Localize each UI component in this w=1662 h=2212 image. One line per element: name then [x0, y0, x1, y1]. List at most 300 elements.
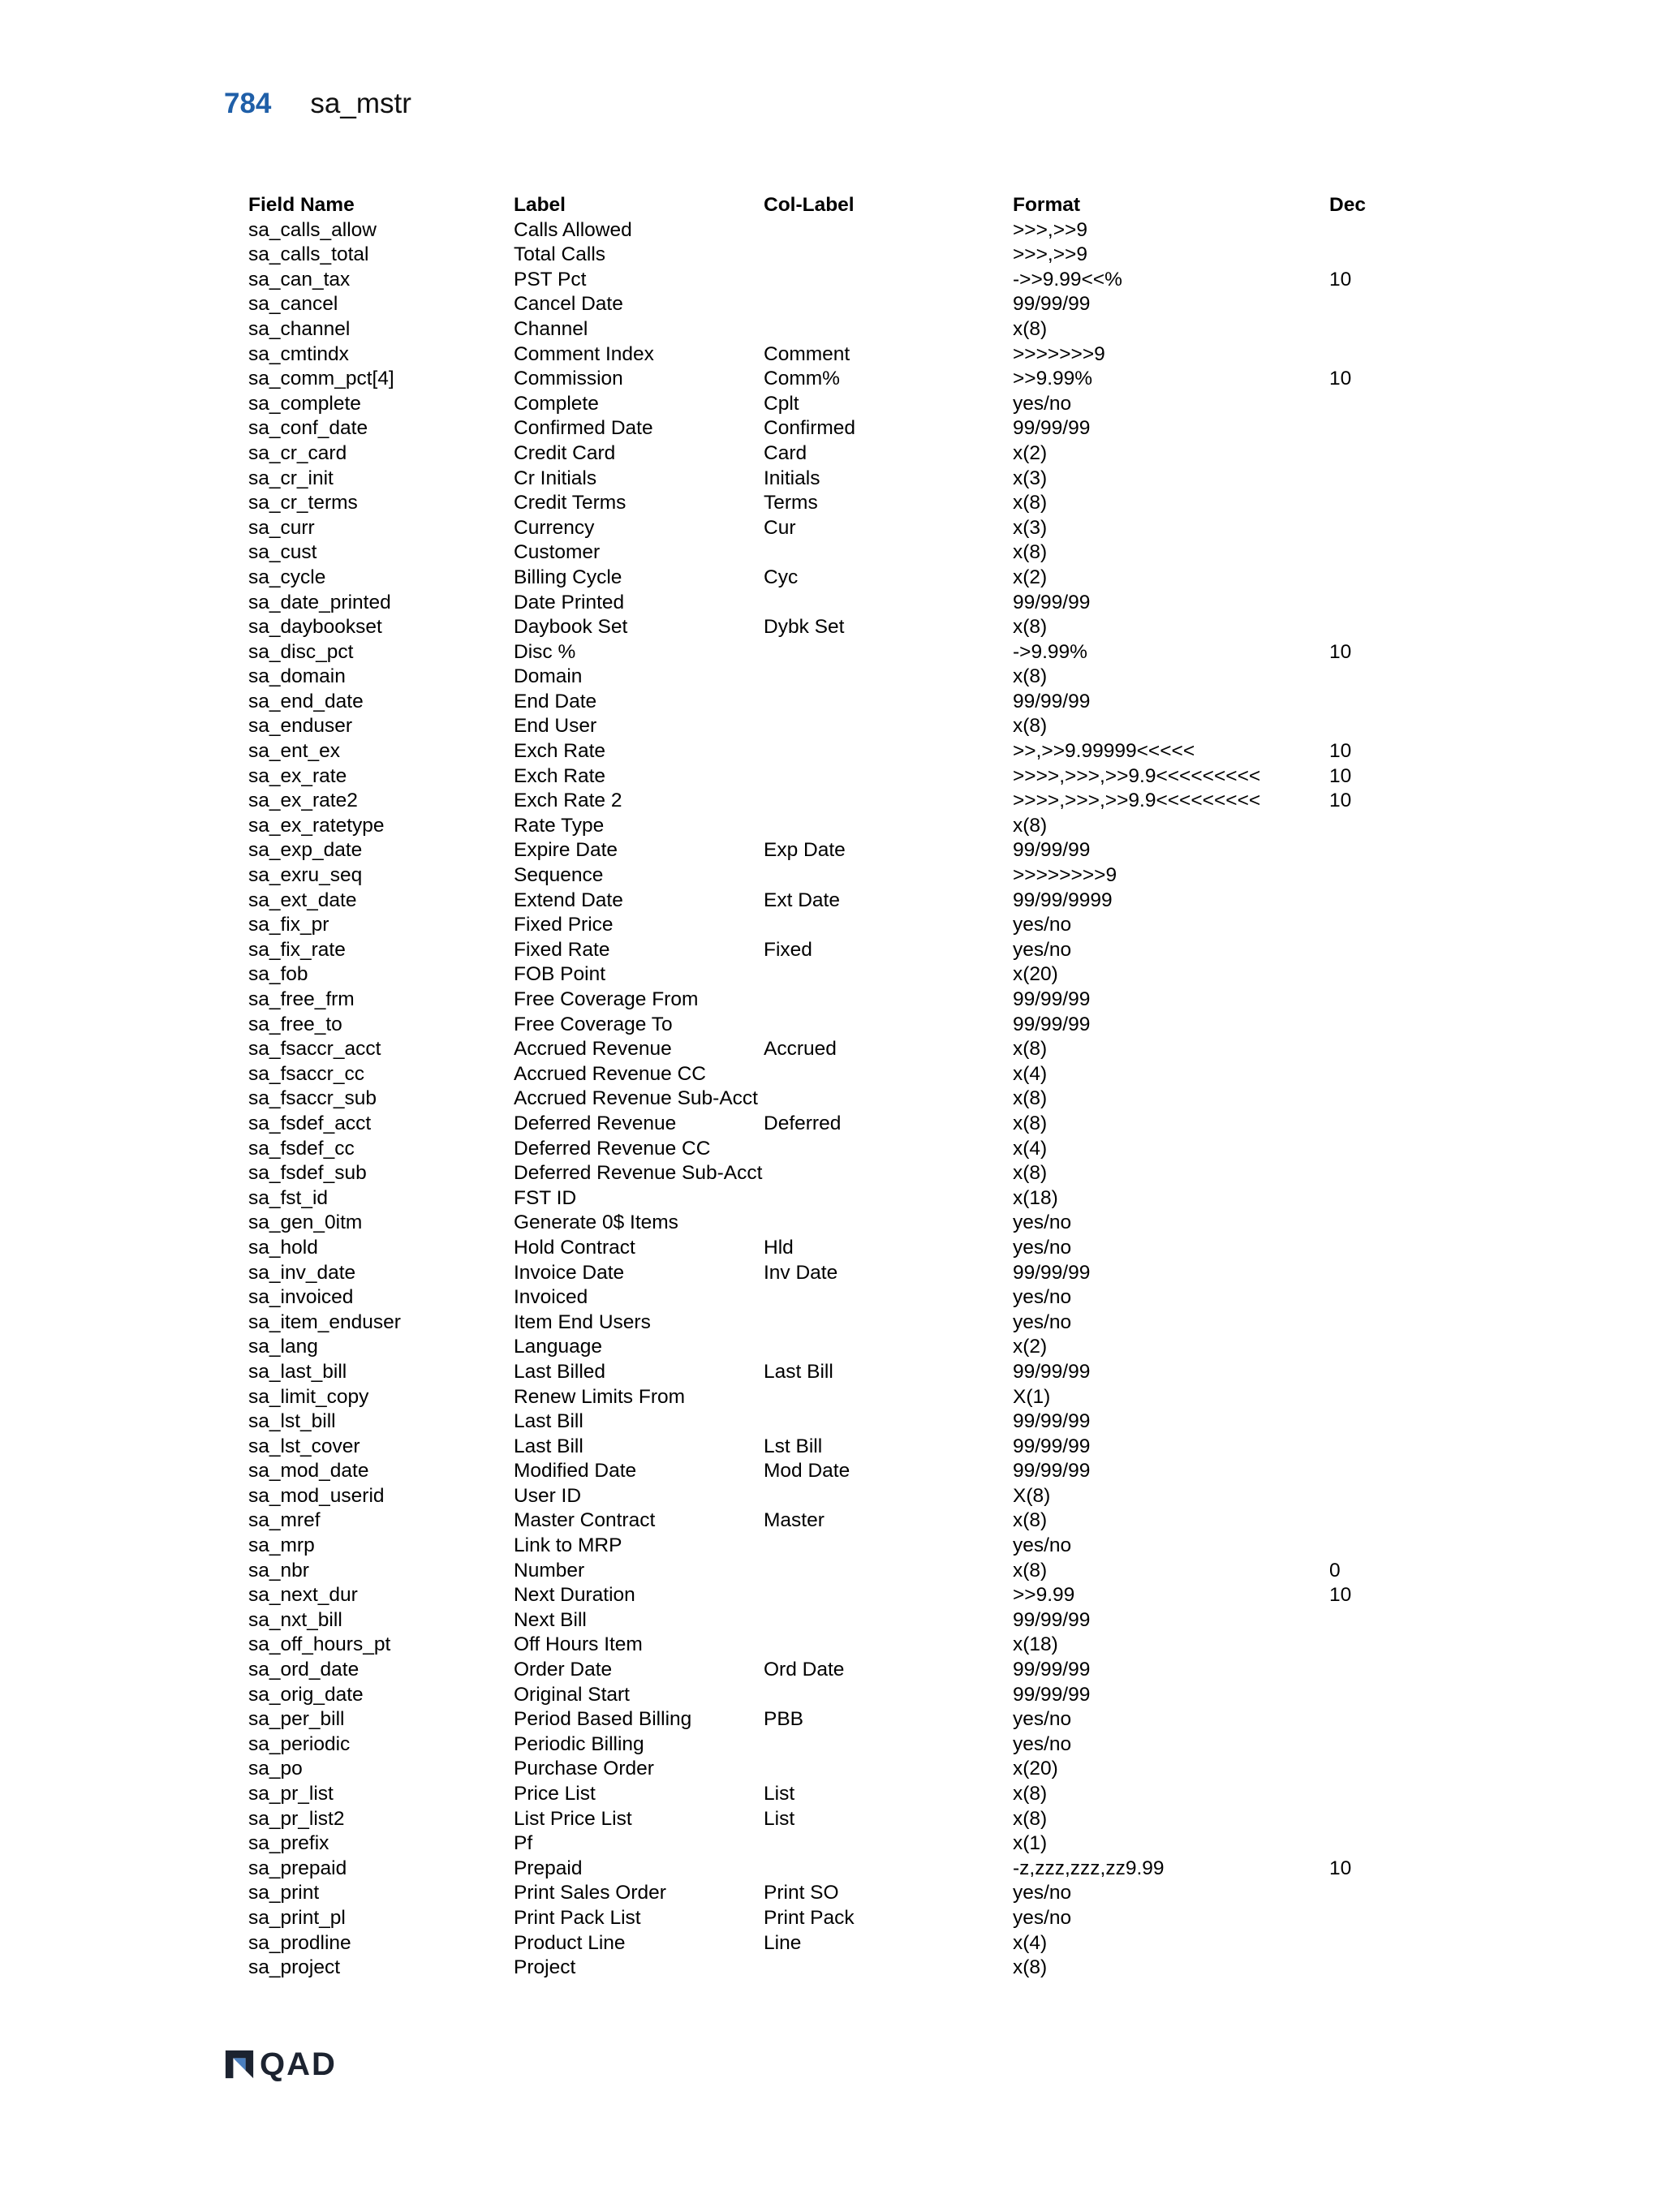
cell-label: Exch Rate — [514, 740, 606, 763]
cell-dec — [1329, 1409, 1410, 1435]
cell-label: Master Contract — [514, 1509, 656, 1532]
cell-format: >>>,>>9 — [1013, 218, 1087, 241]
cell-col-label: Confirmed — [764, 417, 856, 440]
cell-format: 99/99/99 — [1013, 1360, 1091, 1383]
table-row — [248, 1534, 1410, 1559]
cell-format: x(8) — [1013, 814, 1048, 837]
footer-logo — [224, 2046, 337, 2082]
cell-label: Exch Rate 2 — [514, 790, 622, 812]
cell-field-name: sa_ord_date — [248, 1659, 360, 1681]
table-row — [248, 342, 1410, 368]
cell-col-label — [764, 665, 1013, 690]
cell-label: User ID — [514, 1484, 582, 1507]
cell-format: yes/no — [1013, 392, 1072, 415]
cell-format: yes/no — [1013, 1534, 1072, 1557]
cell-dec — [1329, 1508, 1410, 1534]
table-header — [248, 193, 1410, 218]
cell-col-label: Accrued — [764, 1038, 837, 1061]
cell-label: List Price List — [514, 1807, 632, 1830]
table-row — [248, 1087, 1410, 1112]
cell-format: x(20) — [1013, 963, 1058, 986]
cell-dec — [1329, 938, 1410, 963]
column-header-field-name: Field Name — [248, 194, 355, 216]
table-row — [248, 1559, 1410, 1584]
cell-format: x(1) — [1013, 1832, 1048, 1855]
cell-format: yes/no — [1013, 914, 1072, 936]
cell-label: Price List — [514, 1783, 596, 1805]
cell-col-label — [764, 292, 1013, 317]
cell-col-label: Ext Date — [764, 889, 840, 911]
cell-col-label — [764, 1087, 1013, 1112]
cell-format: 99/99/99 — [1013, 839, 1091, 862]
cell-col-label: Line — [764, 1931, 802, 1954]
cell-label: Complete — [514, 392, 599, 415]
cell-col-label — [764, 988, 1013, 1013]
cell-field-name: sa_nbr — [248, 1559, 309, 1582]
cell-format: 99/99/99 — [1013, 1659, 1091, 1681]
cell-label: Order Date — [514, 1659, 613, 1681]
cell-label: Fixed Rate — [514, 938, 610, 961]
table-row — [248, 467, 1410, 492]
cell-format: x(2) — [1013, 441, 1048, 464]
cell-label: Next Duration — [514, 1584, 635, 1607]
table-row — [248, 1062, 1410, 1087]
cell-col-label — [764, 1534, 1013, 1559]
cell-col-label — [764, 268, 1013, 293]
cell-label: Channel — [514, 317, 588, 340]
cell-dec — [1329, 1956, 1410, 1981]
cell-field-name: sa_ex_ratetype — [248, 814, 385, 837]
cell-field-name: sa_cr_terms — [248, 492, 358, 514]
cell-format: yes/no — [1013, 1708, 1072, 1731]
cell-label: Purchase Order — [514, 1758, 654, 1780]
table-row — [248, 1906, 1410, 1931]
cell-field-name: sa_cmtindx — [248, 342, 349, 365]
cell-dec — [1329, 1186, 1410, 1211]
cell-field-name: sa_item_enduser — [248, 1310, 401, 1333]
cell-col-label: Last Bill — [764, 1360, 833, 1383]
cell-dec: 10 — [1329, 764, 1352, 787]
cell-field-name: sa_ex_rate2 — [248, 790, 358, 812]
cell-format: >>9.99% — [1013, 368, 1093, 390]
cell-col-label — [764, 1285, 1013, 1310]
cell-field-name: sa_invoiced — [248, 1286, 354, 1309]
cell-field-name: sa_exp_date — [248, 839, 363, 862]
cell-label: Domain — [514, 665, 583, 688]
cell-dec — [1329, 1236, 1410, 1261]
cell-col-label: Inv Date — [764, 1261, 838, 1284]
cell-field-name: sa_domain — [248, 665, 346, 688]
cell-field-name: sa_ext_date — [248, 889, 357, 911]
column-header-col-label: Col-Label — [764, 194, 855, 216]
cell-field-name: sa_conf_date — [248, 417, 368, 440]
table-row — [248, 838, 1410, 863]
cell-label: Fixed Price — [514, 914, 614, 936]
cell-format: x(8) — [1013, 1783, 1048, 1805]
cell-format: yes/no — [1013, 1906, 1072, 1929]
table-row — [248, 1683, 1410, 1708]
cell-label: End User — [514, 715, 597, 738]
cell-format: x(4) — [1013, 1137, 1048, 1160]
cell-format: >>>>,>>>,>>9.9<<<<<<<<< — [1013, 764, 1261, 787]
cell-format: x(8) — [1013, 1807, 1048, 1830]
table-row — [248, 1186, 1410, 1211]
cell-field-name: sa_lst_bill — [248, 1410, 336, 1433]
cell-label: Cr Initials — [514, 467, 597, 489]
cell-col-label: Comment — [764, 342, 850, 365]
cell-col-label: Cur — [764, 516, 796, 539]
cell-field-name: sa_calls_total — [248, 243, 369, 266]
cell-label: Accrued Revenue CC — [514, 1062, 706, 1085]
cell-format: 99/99/99 — [1013, 1608, 1091, 1631]
table-row — [248, 1608, 1410, 1633]
table-row — [248, 1658, 1410, 1683]
cell-field-name: sa_exru_seq — [248, 864, 363, 887]
cell-label: Hold Contract — [514, 1236, 635, 1259]
cell-format: yes/no — [1013, 1211, 1072, 1234]
table-row — [248, 1211, 1410, 1236]
cell-dec — [1329, 467, 1410, 492]
cell-format: x(8) — [1013, 1509, 1048, 1532]
table-row — [248, 1931, 1410, 1956]
cell-col-label — [764, 1137, 1013, 1162]
cell-label: Modified Date — [514, 1460, 637, 1483]
cell-label: Currency — [514, 516, 595, 539]
cell-dec — [1329, 1310, 1410, 1336]
cell-field-name: sa_print_pl — [248, 1906, 346, 1929]
cell-format: x(8) — [1013, 1956, 1048, 1979]
cell-field-name: sa_cycle — [248, 566, 326, 588]
table-row — [248, 640, 1410, 665]
cell-label: Accrued Revenue — [514, 1038, 672, 1061]
cell-field-name: sa_mref — [248, 1509, 321, 1532]
cell-label: Confirmed Date — [514, 417, 653, 440]
cell-format: ->9.99% — [1013, 640, 1087, 663]
cell-dec — [1329, 1707, 1410, 1732]
cell-format: >>>,>>9 — [1013, 243, 1087, 266]
cell-format: X(8) — [1013, 1484, 1051, 1507]
cell-col-label — [764, 814, 1013, 839]
cell-field-name: sa_channel — [248, 317, 351, 340]
cell-col-label: Terms — [764, 492, 818, 514]
cell-dec — [1329, 1484, 1410, 1509]
cell-dec — [1329, 292, 1410, 317]
cell-format: X(1) — [1013, 1385, 1051, 1408]
cell-col-label — [764, 1757, 1013, 1782]
cell-dec — [1329, 317, 1410, 342]
cell-dec — [1329, 1112, 1410, 1137]
cell-label: FOB Point — [514, 963, 606, 986]
cell-dec — [1329, 1385, 1410, 1410]
table-row — [248, 1807, 1410, 1832]
table-row — [248, 764, 1410, 790]
cell-label: Last Billed — [514, 1360, 606, 1383]
table-row — [248, 889, 1410, 914]
cell-format: 99/99/99 — [1013, 1410, 1091, 1433]
table-row — [248, 1508, 1410, 1534]
cell-label: Project — [514, 1956, 576, 1979]
cell-label: Prepaid — [514, 1857, 583, 1879]
cell-dec — [1329, 1881, 1410, 1906]
cell-field-name: sa_curr — [248, 516, 315, 539]
cell-format: x(2) — [1013, 1336, 1048, 1358]
cell-label: Date Printed — [514, 591, 625, 613]
table-row — [248, 591, 1410, 616]
cell-label: Print Sales Order — [514, 1882, 666, 1904]
cell-dec — [1329, 491, 1410, 516]
cell-col-label — [764, 739, 1013, 764]
cell-dec: 10 — [1329, 640, 1352, 663]
cell-label: Number — [514, 1559, 585, 1582]
cell-dec — [1329, 1335, 1410, 1360]
cell-dec — [1329, 1931, 1410, 1956]
cell-format: x(20) — [1013, 1758, 1058, 1780]
cell-dec — [1329, 838, 1410, 863]
cell-col-label: Master — [764, 1509, 825, 1532]
cell-field-name: sa_fsaccr_sub — [248, 1087, 377, 1110]
table-row — [248, 218, 1410, 243]
table-row — [248, 1459, 1410, 1484]
cell-label: Credit Card — [514, 441, 616, 464]
table-row — [248, 243, 1410, 268]
cell-dec — [1329, 1261, 1410, 1286]
cell-col-label: Ord Date — [764, 1659, 845, 1681]
cell-field-name: sa_nxt_bill — [248, 1608, 342, 1631]
cell-col-label — [764, 1956, 1013, 1981]
cell-format: x(8) — [1013, 665, 1048, 688]
cell-dec — [1329, 441, 1410, 467]
cell-format: x(2) — [1013, 566, 1048, 588]
cell-field-name: sa_daybookset — [248, 616, 382, 639]
cell-col-label — [764, 764, 1013, 790]
cell-dec — [1329, 1782, 1410, 1807]
table-row — [248, 441, 1410, 467]
cell-dec — [1329, 342, 1410, 368]
cell-label: Free Coverage From — [514, 988, 699, 1010]
table-row — [248, 1236, 1410, 1261]
cell-label: Disc % — [514, 640, 576, 663]
cell-format: x(3) — [1013, 516, 1048, 539]
cell-field-name: sa_end_date — [248, 690, 364, 712]
table-row — [248, 1285, 1410, 1310]
cell-format: x(18) — [1013, 1633, 1058, 1656]
cell-col-label — [764, 1161, 1013, 1186]
qad-logo-icon — [224, 2049, 255, 2080]
cell-col-label — [764, 1857, 1013, 1882]
cell-dec: 10 — [1329, 268, 1352, 290]
cell-dec — [1329, 988, 1410, 1013]
cell-col-label — [764, 1211, 1013, 1236]
table-row — [248, 1037, 1410, 1062]
cell-field-name: sa_fsaccr_cc — [248, 1062, 364, 1085]
table-row — [248, 1310, 1410, 1336]
table-row — [248, 1137, 1410, 1162]
cell-col-label — [764, 1186, 1013, 1211]
cell-field-name: sa_prodline — [248, 1931, 351, 1954]
cell-col-label — [764, 1409, 1013, 1435]
cell-label: Deferred Revenue CC — [514, 1137, 711, 1160]
cell-dec — [1329, 1534, 1410, 1559]
cell-col-label: Dybk Set — [764, 616, 845, 639]
cell-dec — [1329, 1087, 1410, 1112]
cell-dec — [1329, 1459, 1410, 1484]
cell-col-label: Comm% — [764, 368, 840, 390]
cell-field-name: sa_can_tax — [248, 268, 351, 290]
table-row — [248, 1633, 1410, 1658]
cell-format: x(8) — [1013, 1112, 1048, 1134]
cell-field-name: sa_fsdef_acct — [248, 1112, 372, 1134]
table-row — [248, 268, 1410, 293]
cell-field-name: sa_next_dur — [248, 1584, 358, 1607]
cell-dec — [1329, 889, 1410, 914]
cell-label: Link to MRP — [514, 1534, 622, 1557]
cell-dec: 10 — [1329, 1584, 1352, 1607]
cell-col-label — [764, 1608, 1013, 1633]
cell-dec — [1329, 1013, 1410, 1038]
cell-label: FST ID — [514, 1186, 577, 1209]
cell-field-name: sa_fsaccr_acct — [248, 1038, 381, 1061]
cell-label: Commission — [514, 368, 623, 390]
table-row — [248, 863, 1410, 889]
cell-dec — [1329, 1906, 1410, 1931]
cell-format: x(8) — [1013, 616, 1048, 639]
table-row — [248, 1757, 1410, 1782]
cell-dec — [1329, 1807, 1410, 1832]
cell-format: yes/no — [1013, 1732, 1072, 1755]
cell-dec — [1329, 1211, 1410, 1236]
cell-col-label: Cyc — [764, 566, 799, 588]
cell-format: >>>>,>>>,>>9.9<<<<<<<<< — [1013, 790, 1261, 812]
cell-field-name: sa_free_to — [248, 1013, 342, 1035]
cell-label: Next Bill — [514, 1608, 587, 1631]
cell-format: x(8) — [1013, 1559, 1048, 1582]
cell-format: 99/99/99 — [1013, 417, 1091, 440]
cell-col-label — [764, 1559, 1013, 1584]
cell-dec — [1329, 218, 1410, 243]
table-row — [248, 690, 1410, 715]
cell-dec — [1329, 566, 1410, 591]
cell-format: 99/99/99 — [1013, 1435, 1091, 1457]
table-row — [248, 491, 1410, 516]
cell-dec — [1329, 814, 1410, 839]
cell-field-name: sa_fob — [248, 963, 308, 986]
cell-field-name: sa_off_hours_pt — [248, 1633, 391, 1656]
column-header-label: Label — [514, 194, 566, 216]
cell-field-name: sa_fix_rate — [248, 938, 346, 961]
table-row — [248, 317, 1410, 342]
cell-field-name: sa_cust — [248, 541, 317, 564]
cell-label: Last Bill — [514, 1435, 583, 1457]
cell-format: x(4) — [1013, 1062, 1048, 1085]
cell-label: Original Start — [514, 1683, 630, 1706]
cell-label: Pf — [514, 1832, 533, 1855]
cell-dec — [1329, 591, 1410, 616]
cell-label: Extend Date — [514, 889, 623, 911]
cell-col-label: Exp Date — [764, 839, 846, 862]
cell-field-name: sa_prepaid — [248, 1857, 347, 1879]
cell-col-label: List — [764, 1783, 795, 1805]
cell-col-label — [764, 1633, 1013, 1658]
cell-label: Exch Rate — [514, 764, 606, 787]
cell-label: Daybook Set — [514, 616, 628, 639]
cell-col-label: Lst Bill — [764, 1435, 823, 1457]
cell-col-label — [764, 1583, 1013, 1608]
cell-dec — [1329, 243, 1410, 268]
table-row — [248, 1385, 1410, 1410]
cell-label: Sequence — [514, 864, 604, 887]
cell-label: Comment Index — [514, 342, 654, 365]
cell-format: 99/99/99 — [1013, 1261, 1091, 1284]
table-row — [248, 1261, 1410, 1286]
cell-dec: 10 — [1329, 368, 1352, 390]
cell-col-label — [764, 1683, 1013, 1708]
table-row — [248, 1161, 1410, 1186]
cell-dec — [1329, 1062, 1410, 1087]
cell-dec — [1329, 690, 1410, 715]
cell-field-name: sa_per_bill — [248, 1708, 345, 1731]
table-row — [248, 913, 1410, 938]
cell-label: Print Pack List — [514, 1906, 641, 1929]
cell-format: 99/99/99 — [1013, 988, 1091, 1010]
cell-dec — [1329, 863, 1410, 889]
cell-format: 99/99/99 — [1013, 1460, 1091, 1483]
cell-format: x(8) — [1013, 1087, 1048, 1110]
table-row — [248, 1335, 1410, 1360]
table-row — [248, 1435, 1410, 1460]
cell-format: 99/99/99 — [1013, 293, 1091, 316]
cell-label: Credit Terms — [514, 492, 626, 514]
cell-dec — [1329, 392, 1410, 417]
cell-field-name: sa_ex_rate — [248, 764, 347, 787]
cell-col-label — [764, 243, 1013, 268]
cell-label: Language — [514, 1336, 603, 1358]
cell-field-name: sa_ent_ex — [248, 740, 341, 763]
table-row — [248, 665, 1410, 690]
table-row — [248, 714, 1410, 739]
cell-dec — [1329, 416, 1410, 441]
cell-col-label — [764, 690, 1013, 715]
cell-dec — [1329, 1285, 1410, 1310]
cell-format: >>9.99 — [1013, 1584, 1075, 1607]
cell-field-name: sa_lang — [248, 1336, 318, 1358]
cell-label: Period Based Billing — [514, 1708, 692, 1731]
cell-format: ->>9.99<<% — [1013, 268, 1122, 290]
cell-field-name: sa_mrp — [248, 1534, 315, 1557]
cell-format: x(8) — [1013, 492, 1048, 514]
cell-field-name: sa_po — [248, 1758, 303, 1780]
column-header-dec: Dec — [1329, 194, 1366, 216]
cell-col-label — [764, 913, 1013, 938]
cell-col-label: List — [764, 1807, 795, 1830]
cell-format: yes/no — [1013, 1310, 1072, 1333]
cell-col-label: Cplt — [764, 392, 799, 415]
cell-label: Accrued Revenue Sub-Acct — [514, 1087, 758, 1110]
cell-format: x(8) — [1013, 541, 1048, 564]
cell-label: Cancel Date — [514, 293, 623, 316]
cell-col-label: Print Pack — [764, 1906, 855, 1929]
cell-label: Last Bill — [514, 1410, 583, 1433]
table-row — [248, 1409, 1410, 1435]
cell-dec — [1329, 1683, 1410, 1708]
cell-format: x(8) — [1013, 715, 1048, 738]
table-row — [248, 540, 1410, 566]
cell-label: Periodic Billing — [514, 1732, 644, 1755]
cell-field-name: sa_mod_date — [248, 1460, 369, 1483]
cell-format: x(8) — [1013, 1038, 1048, 1061]
table-row — [248, 1360, 1410, 1385]
cell-format: x(4) — [1013, 1931, 1048, 1954]
cell-dec — [1329, 540, 1410, 566]
